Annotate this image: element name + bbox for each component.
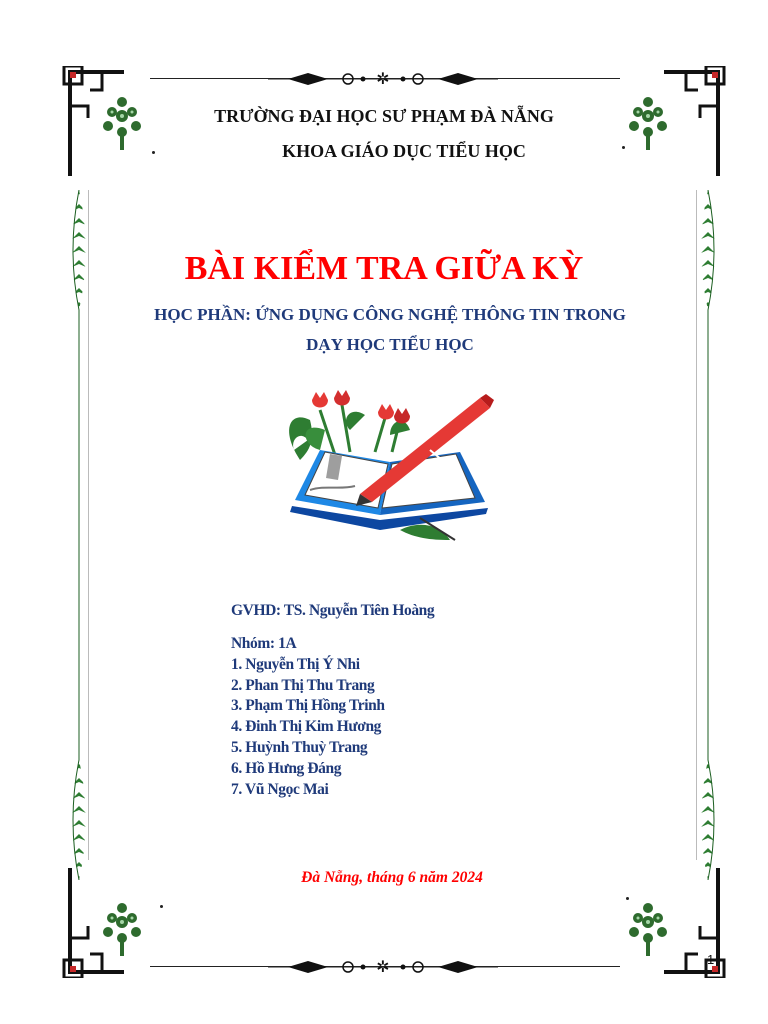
university-name: TRƯỜNG ĐẠI HỌC SƯ PHẠM ĐÀ NẴNG (214, 106, 554, 126)
top-ornament-icon (268, 69, 498, 89)
svg-text:✲: ✲ (376, 69, 390, 88)
info-block (231, 602, 434, 800)
book-pen-flowers-icon (280, 390, 500, 545)
date-line: Đà Nẵng, tháng 6 năm 2024 (301, 869, 483, 886)
left-vine-border (68, 190, 90, 880)
member-item: 2. Phan Thị Thu Trang (231, 676, 375, 694)
member-item: 5. Huỳnh Thuỳ Trang (231, 738, 368, 756)
bottom-ornament-icon (268, 957, 498, 977)
dot-mark (160, 905, 163, 908)
dot-mark (626, 897, 629, 900)
right-vine-border (697, 190, 719, 880)
subject-line-2: DẠY HỌC TIỂU HỌC (306, 335, 474, 354)
member-item: 6. Hồ Hưng Đáng (231, 759, 342, 777)
member-item: 4. Đinh Thị Kim Hương (231, 718, 382, 736)
member-item: 7. Vũ Ngọc Mai (231, 780, 329, 798)
svg-text:✲: ✲ (376, 957, 390, 976)
subject-line-1: HỌC PHẦN: ỨNG DỤNG CÔNG NGHỆ THÔNG TIN TRONG (154, 305, 626, 324)
faculty-name: KHOA GIÁO DỤC TIỂU HỌC (282, 141, 526, 161)
flower-sprig-icon (98, 900, 146, 958)
flower-sprig-icon (624, 900, 672, 958)
subject-heading (120, 300, 660, 360)
member-item: 1. Nguyễn Thị Ý Nhi (231, 655, 360, 673)
supervisor: GVHD: TS. Nguyễn Tiên Hoàng (231, 602, 435, 619)
page-number: 1 (707, 952, 715, 967)
document-title: BÀI KIỂM TRA GIỮA KỲ (184, 250, 584, 287)
member-item: 3. Phạm Thị Hồng Trinh (231, 697, 385, 715)
group-label: Nhóm: 1A (231, 635, 297, 652)
